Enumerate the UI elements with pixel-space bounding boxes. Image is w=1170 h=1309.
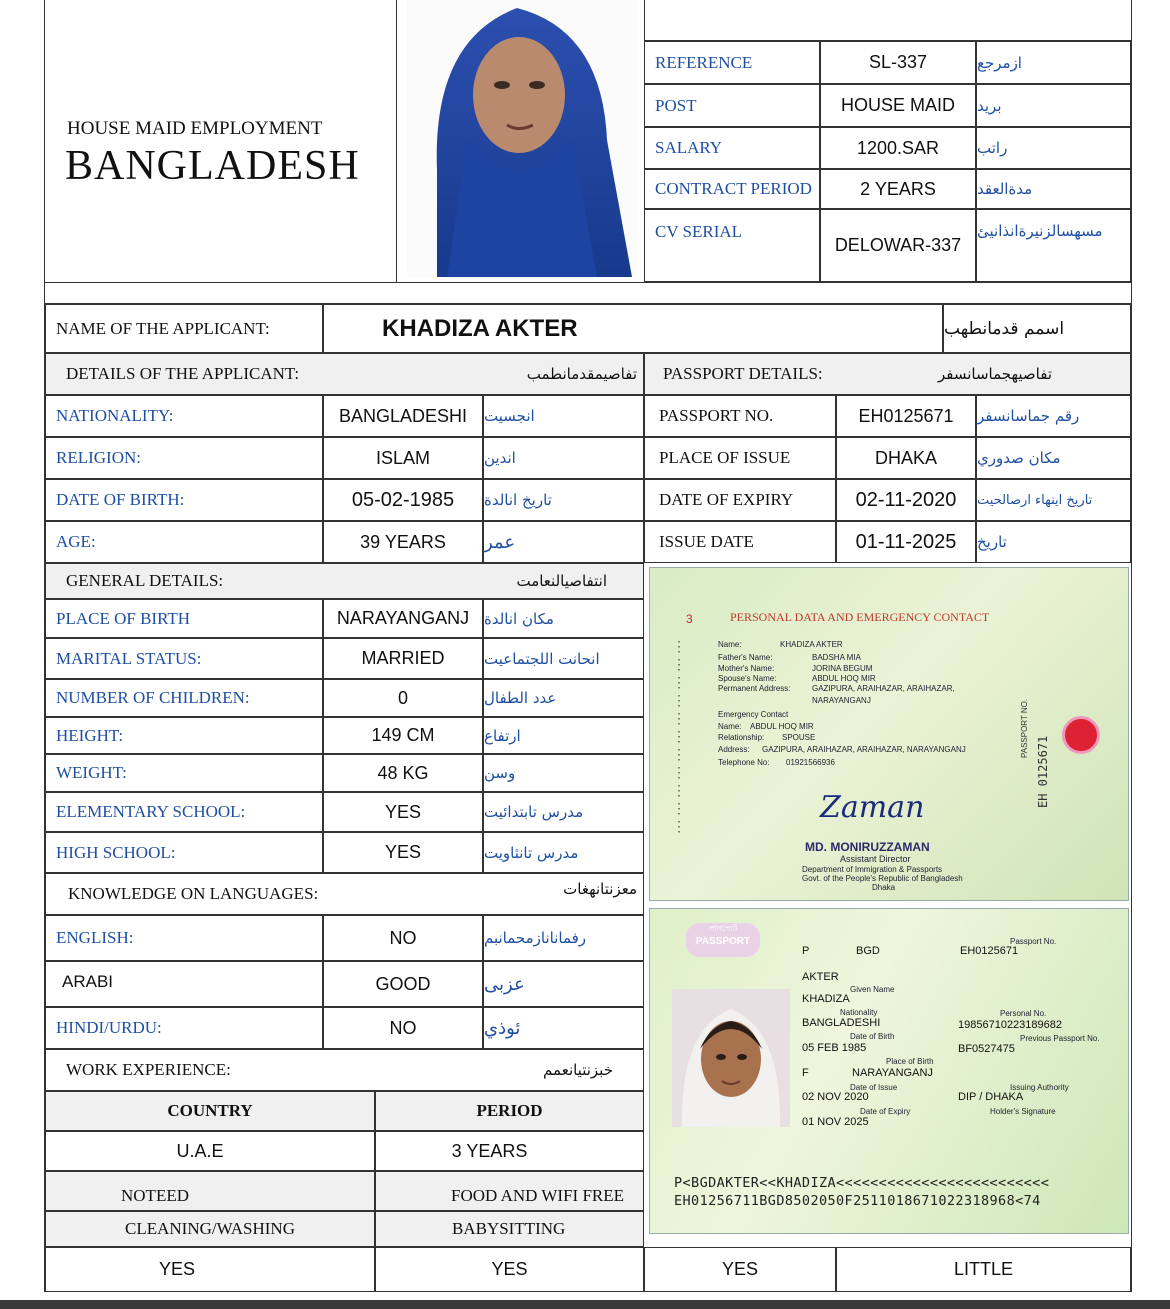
marital-status-label: MARITAL STATUS: [45,638,323,679]
skill-answer-2: YES [375,1247,644,1292]
religion-label: RELIGION: [45,437,323,479]
skill-answer-1: YES [45,1247,375,1292]
arabi-label: ARABI [45,961,323,1007]
passport-personal-data-page [649,567,1129,901]
hindi-urdu-arabic: ئوذي [483,1007,644,1049]
english-arabic: رفمانانازمحمانبم [483,915,644,961]
summary-salary-label: SALARY [644,127,820,169]
passport-badge-text: PASSPORT [695,936,751,947]
pp-name: KHADIZA AKTER [780,640,843,649]
religion-value: ISLAM [323,437,483,479]
pp-spouse: ABDUL HOQ MIR [812,674,876,683]
place-of-issue-label: PLACE OF ISSUE [644,437,836,479]
general-header [45,563,644,599]
languages-header [45,873,644,915]
summary-cv-serial-label: CV SERIAL [644,209,820,282]
age-value: 39 YEARS [323,521,483,563]
hindi-urdu-label: HINDI/URDU: [45,1007,323,1049]
pp-emergency-label: Emergency Contact [718,710,789,719]
pp2-doi-label: Date of Issue [850,1083,898,1092]
general-header-label: GENERAL DETAILS: [66,571,224,590]
header-section [45,0,397,282]
elementary-school-arabic: مدرس تابتدائيت [483,792,644,832]
summary-reference-label: REFERENCE [644,41,820,84]
summary-cv-serial-arabic: مسهسالزنيرةانذانيئ [976,209,1131,282]
pp2-type: P [802,945,810,957]
pp2-passport-no-label: Passport No. [1010,937,1057,946]
passport-no-arabic: رقم جماسانسفر [976,395,1131,437]
summary-salary-value: 1200.SAR [820,127,976,169]
children-value: 0 [323,679,483,717]
pp-address-label: Permanent Address: [718,684,791,693]
mrz-line-1: P<BGDAKTER<<KHADIZA<<<<<<<<<<<<<<<<<<<<<<<<< [674,1175,1050,1191]
bottom-border-strip [0,1300,1170,1309]
pp2-country-code: BGD [856,945,880,957]
summary-contract-label: CONTRACT PERIOD [644,169,820,209]
passport-details-arabic: تفاصيهجماسانسفر [938,365,1052,383]
pp-name-label: Name: [718,640,742,649]
summary-post-arabic: بريد [976,84,1131,127]
work-col-country: COUNTRY [45,1091,375,1131]
work-header-arabic: خبزنتيانعمم [543,1061,613,1079]
summary-post-label: POST [644,84,820,127]
pp2-prev-label: Previous Passport No. [1020,1034,1100,1043]
weight-label: WEIGHT: [45,754,323,792]
weight-arabic: وسن [483,754,644,792]
date-of-expiry-value: 02-11-2020 [836,479,976,521]
passport-details-header [644,353,1131,395]
officer-title: Assistant Director [840,854,911,864]
passport-badge [686,923,760,957]
passport-bio-page [649,908,1129,1234]
pp2-doe-label: Date of Expiry [860,1107,911,1116]
pp-mother: JORINA BEGUM [812,664,873,673]
officer-dept3: Dhaka [872,883,896,892]
hindi-urdu-value: NO [323,1007,483,1049]
arabi-arabic: عزبى [483,961,644,1007]
passport-page-number: 3 [686,612,693,626]
passport-no-value: EH0125671 [836,395,976,437]
pp-father-label: Father's Name: [718,653,773,662]
date-of-expiry-arabic: تاريخ اينهاء ارصالحيت [976,479,1131,521]
applicant-name-arabic: اسمم قدمانطهب [943,304,1131,353]
holder-photo [672,989,790,1127]
pp-father: BADSHA MIA [812,653,861,662]
pp2-sex: F [802,1067,809,1079]
officer-name: MD. MONIRUZZAMAN [805,840,930,854]
pp-ec-name-label: Name: [718,722,742,731]
work-header [45,1049,644,1091]
pp-ec-tel: 01921566936 [786,758,835,767]
pp2-auth: DIP / DHAKA [958,1091,1024,1103]
work-country-value: U.A.E [45,1131,375,1171]
pp2-nationality-label: Nationality [840,1008,878,1017]
dob-label: DATE OF BIRTH: [45,479,323,521]
side-passport-number: EH 0125671 [1036,735,1050,808]
languages-header-arabic: معزنتانهغات [563,880,637,898]
place-of-birth-arabic: مكان انالدة [483,599,644,638]
passport-heading: PERSONAL DATA AND EMERGENCY CONTACT [730,610,990,624]
place-of-issue-arabic: مكان صدوري [976,437,1131,479]
work-col-period: PERIOD [375,1091,644,1131]
elementary-school-value: YES [323,792,483,832]
pp-ec-addr-label: Address: [718,745,750,754]
work-period-value: 3 YEARS [375,1131,644,1171]
pp2-pob: NARAYANGANJ [852,1067,933,1079]
side-passport-label: PASSPORT NO. [1020,698,1029,758]
details-header-arabic: تفاصيمقدمانطمب [526,365,637,383]
height-label: HEIGHT: [45,717,323,754]
summary-spacer [645,0,1132,41]
elementary-school-label: ELEMENTARY SCHOOL: [45,792,323,832]
work-header-label: WORK EXPERIENCE: [66,1060,231,1079]
skill-food-wifi: FOOD AND WIFI FREE [375,1171,644,1211]
pp2-dob-label: Date of Birth [850,1032,895,1041]
officer-dept2: Govt. of the People's Republic of Bangladesh [802,874,963,883]
summary-reference-value: SL-337 [820,41,976,84]
summary-salary-arabic: راتب [976,127,1131,169]
pp2-given: KHADIZA [802,993,850,1005]
pp2-doi: 02 NOV 2020 [802,1091,869,1103]
issue-date-label: ISSUE DATE [644,521,836,563]
pp2-pob-label: Place of Birth [886,1057,934,1066]
summary-contract-value: 2 YEARS [820,169,976,209]
pp-ec-addr: GAZIPURA, ARAIHAZAR, ARAIHAZAR, NARAYANGANJ [762,745,966,754]
details-header [45,353,644,395]
pp2-auth-label: Issuing Authority [1010,1083,1069,1092]
skill-babysitting: BABYSITTING [375,1211,644,1247]
summary-post-value: HOUSE MAID [820,84,976,127]
passport-details-label: PASSPORT DETAILS: [663,364,823,383]
pp2-holder-sig: Holder's Signature [990,1107,1056,1116]
english-value: NO [323,915,483,961]
children-arabic: عدد الطفال [483,679,644,717]
summary-cv-serial-value: DELOWAR-337 [820,209,976,282]
mrz-line-2: EH01256711BGD8502050F2511018671022318968<74 [674,1193,1041,1209]
officer-signature: Zaman [820,790,925,825]
skill-answer-3: YES [644,1247,836,1292]
passport-no-label: PASSPORT NO. [644,395,836,437]
cv-document [44,0,1132,1292]
place-of-birth-value: NARAYANGANJ [323,599,483,638]
pp2-surname: AKTER [802,971,839,983]
pp-mother-label: Mother's Name: [718,664,775,673]
pp-spouse-label: Spouse's Name: [718,674,777,683]
weight-value: 48 KG [323,754,483,792]
nationality-value: BANGLADESHI [323,395,483,437]
height-value: 149 CM [323,717,483,754]
marital-status-arabic: انحانت اللجتماعيت [483,638,644,679]
general-header-arabic: انتفاصيالنعامت [516,572,607,590]
nationality-arabic: انجسيت [483,395,644,437]
age-label: AGE: [45,521,323,563]
summary-reference-arabic: ازمرجع [976,41,1131,84]
pp2-given-label: Given Name [850,985,895,994]
summary-contract-arabic: مدةالعقد [976,169,1131,209]
skill-noteed: NOTEED [45,1171,375,1211]
dob-arabic: تاريخ انالدة [483,479,644,521]
date-of-expiry-label: DATE OF EXPIRY [644,479,836,521]
pp2-doe: 01 NOV 2025 [802,1116,869,1128]
pp2-passport-no: EH0125671 [960,945,1019,957]
pp2-personal-no-label: Personal No. [1000,1009,1047,1018]
pp2-personal-no: 19856710223189682 [958,1019,1063,1031]
skill-cleaning: CLEANING/WASHING [45,1211,375,1247]
passport-badge-bn: পাসপোর্ট [708,924,738,933]
high-school-arabic: مدرس تانثاويت [483,832,644,873]
header-subtitle: HOUSE MAID EMPLOYMENT [67,118,323,139]
pp-address1: GAZIPURA, ARAIHAZAR, ARAIHAZAR, [812,684,955,693]
applicant-name-label: NAME OF THE APPLICANT: [45,304,323,353]
skill-answer-4: LITTLE [836,1247,1131,1292]
pp-ec-rel: SPOUSE [782,733,816,742]
pp-ec-rel-label: Relationship: [718,733,765,742]
age-arabic: عمر [483,521,644,563]
religion-arabic: اندين [483,437,644,479]
languages-header-label: KNOWLEDGE ON LANGUAGES: [68,884,319,903]
header-title: BANGLADESH [65,143,360,189]
high-school-value: YES [323,832,483,873]
separator-row [45,282,1131,304]
dob-value: 05-02-1985 [323,479,483,521]
issue-date-arabic: تاريخ [976,521,1131,563]
pp-address2: NARAYANGANJ [812,696,871,705]
details-header-label: DETAILS OF THE APPLICANT: [66,364,300,383]
applicant-photo [407,0,637,277]
english-label: ENGLISH: [45,915,323,961]
height-arabic: ارتفاع [483,717,644,754]
place-of-birth-label: PLACE OF BIRTH [45,599,323,638]
pp-ec-name: ABDUL HOQ MIR [750,722,814,731]
children-label: NUMBER OF CHILDREN: [45,679,323,717]
pp-ec-tel-label: Telephone No: [718,758,770,767]
pp2-prev: BF0527475 [958,1043,1015,1055]
arabi-value: GOOD [323,961,483,1007]
bangladesh-emblem-icon [1062,716,1100,754]
officer-dept1: Department of Immigration & Passports [802,865,943,874]
pp2-dob: 05 FEB 1985 [802,1042,867,1054]
marital-status-value: MARRIED [323,638,483,679]
nationality-label: NATIONALITY: [45,395,323,437]
applicant-name-value: KHADIZA AKTER [323,304,943,353]
perforation-digits: ⋮ ⋮ ⋮ ⋮ ⋮ ⋮ ⋮ ⋮ ⋮ ⋮ ⋮ [672,639,686,835]
high-school-label: HIGH SCHOOL: [45,832,323,873]
pp2-nationality: BANGLADESHI [802,1017,881,1029]
issue-date-value: 01-11-2025 [836,521,976,563]
place-of-issue-value: DHAKA [836,437,976,479]
